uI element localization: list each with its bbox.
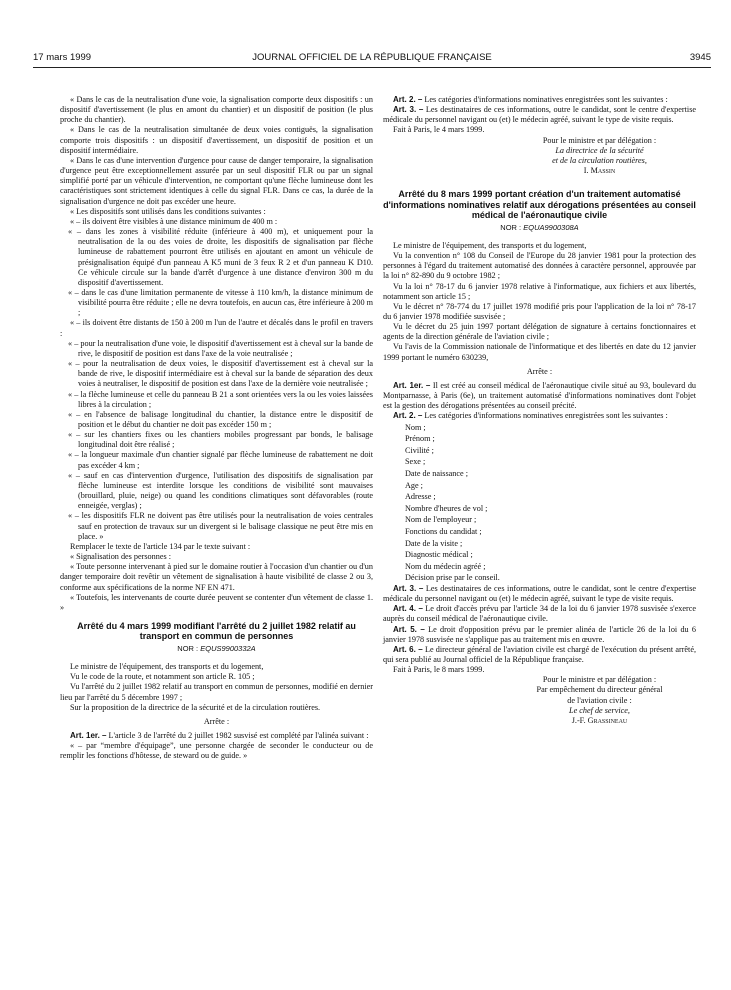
article-label: Art. 2. –	[393, 411, 423, 421]
header-date: 17 mars 1999	[33, 52, 92, 63]
nor-reference	[383, 223, 696, 233]
paragraph: « – dans le cas d'une limitation permanente de vitesse à 110 km/h, la distance minimum de visibilité pourra être réduite ; elle ne devra toutefois, en aucun cas, être inférieure à 200 m ;	[68, 287, 373, 318]
paragraph: Vu la convention n° 108 du Conseil de l'Europe du 28 janvier 1981 pour la protection des personnes à l'égard du traitement automatisé des données à caractère personnel, approuvée par la loi n° 82-890 du 9 octobre 1982 ;	[383, 251, 696, 281]
paragraph: Remplacer le texte de l'article 134 par le texte suivant :	[70, 541, 251, 551]
paragraph: Vu l'avis de la Commission nationale de l'informatique et des libertés en date du 12 janvier 1999 portant le numéro 630239,	[383, 342, 696, 362]
paragraph: « Dans le cas d'une intervention d'urgence pour cause de danger temporaire, la signalisation d'urgence peut être exceptionnellement assurée par un seul dispositif FLR ou par un signal simplifié porté par un véhicule d'intervention, ne comportant qu'une flèche lumineuse dont les caractéristiques sont strictement identiques à celle du signal FLR. Dans ce cas, la durée de la signalisation d'urgence ne doit pas excéder une heure.	[60, 155, 373, 206]
article-text: Le droit d'opposition prévu par le premier alinéa de l'article 26 de la loi du 6 janvier 1978 susvisée ne s'applique pas au traitement mis en œuvre.	[383, 624, 697, 644]
list-item: Prénom ;	[405, 434, 435, 444]
paragraph: Sur la proposition de la directrice de la sécurité et de la circulation routières.	[70, 702, 321, 712]
article-text: Le directeur général de l'aviation civile est chargé de l'exécution du présent arrêté, qui sera publié au Journal officiel de la République française.	[383, 644, 697, 664]
article-text: Le droit d'accès prévu par l'article 34 de la loi du 6 janvier 1978 susvisée s'exerce auprès du conseil médical de l'aéronautique civile.	[383, 604, 696, 624]
nor-label: NOR :	[500, 222, 522, 232]
paragraph: « – pour la neutralisation de deux voies, le dispositif d'avertissement est à cheval sur la bande de rive, le dispositif intermédiaire est à cheval sur la bande de séparation des deux voies à neutraliser, le dispositif de position est dans l'axe de la dernière voie neutralisée ;	[68, 359, 373, 389]
paragraph: « – les dispositifs FLR ne doivent pas être utilisés pour la neutralisation de voies centrales sauf en protection de travaux sur un divergent si le balisage classique ne peut être mis en place. »	[68, 511, 373, 541]
nor-reference	[60, 644, 373, 654]
paragraph: « – ils doivent être distants de 150 à 200 m l'un de l'autre et décalés dans le profil en travers :	[60, 318, 373, 338]
nor-code: EQUS9900332A	[200, 643, 256, 653]
article	[383, 105, 696, 125]
header-title: JOURNAL OFFICIEL DE LA RÉPUBLIQUE FRANÇAISE	[252, 52, 492, 63]
article-text: Les catégories d'informations nominatives enregistrées sont les suivantes :	[424, 95, 668, 104]
paragraph: « – pour la neutralisation d'une voie, le dispositif d'avertissement est à cheval sur la bande de rive, le dispositif de position est dans l'axe de la voie neutralisée ;	[68, 338, 373, 358]
list-item: Civilité ;	[405, 445, 434, 455]
arrete-heading: Arrête :	[526, 366, 553, 376]
article	[383, 604, 696, 624]
paragraph: « – par “membre d'équipage”, une personne chargée de seconder le conducteur ou de remplir les fonctions d'hôtesse, de steward ou de guide. »	[60, 741, 373, 761]
paragraph: « Toutefois, les intervenants de courte durée peuvent se contenter d'un vêtement de classe 1. »	[60, 592, 373, 612]
list-item: Nom de l'employeur ;	[405, 515, 477, 525]
right-column	[383, 95, 696, 726]
list-item: Fonctions du candidat ;	[405, 526, 482, 536]
article-label: Art. 2. –	[393, 95, 423, 104]
list-item: Age ;	[405, 480, 423, 490]
list-item: Décision prise par le conseil.	[405, 573, 500, 583]
list-item: Nombre d'heures de vol ;	[405, 503, 488, 513]
paragraph: « – la flèche lumineuse et celle du panneau B 21 a sont orientées vers la ou les voies laissées libres à la circulation ;	[68, 389, 373, 409]
list-item: Adresse ;	[405, 492, 436, 502]
header-page-number: 3945	[689, 52, 711, 63]
paragraph: « Les dispositifs sont utilisés dans les conditions suivantes :	[70, 206, 266, 216]
signature-line: Le chef de service,	[569, 705, 630, 715]
article	[383, 584, 696, 604]
list-item: Diagnostic médical ;	[405, 550, 473, 560]
article-label: Art. 6. –	[393, 644, 423, 654]
paragraph: « – en l'absence de balisage longitudinal du chantier, la distance entre le dispositif de position et le début du chantier ne doit pas excéder 150 m ;	[68, 409, 373, 429]
list-item: Nom du médecin agréé ;	[405, 561, 486, 571]
article-label: Art. 1er. –	[393, 380, 431, 390]
paragraph: Vu le décret n° 78-774 du 17 juillet 1978 modifié pris pour l'application de la loi n° 78-17 du 6 janvier 1978 modifiée susvisée ;	[383, 301, 696, 321]
paragraph: « – ils doivent être visibles à une distance minimum de 400 m :	[70, 216, 278, 226]
place-date: Fait à Paris, le 4 mars 1999.	[393, 125, 485, 135]
article	[383, 381, 696, 411]
signature-block	[383, 675, 696, 726]
list-item: Nom ;	[405, 422, 426, 432]
signature-line: La directrice de la sécurité	[555, 145, 644, 155]
information-categories-list	[383, 422, 696, 584]
signature-line: Pour le ministre et par délégation :	[542, 135, 657, 145]
place-date: Fait à Paris, le 8 mars 1999.	[393, 665, 485, 675]
paragraph: Vu le code de la route, et notamment son article R. 105 ;	[70, 672, 255, 682]
article-label: Art. 1er. –	[70, 731, 107, 741]
article-text: Les catégories d'informations nominatives enregistrées sont les suivantes :	[424, 411, 668, 421]
signature-line: et de la circulation routières,	[552, 155, 647, 165]
article-text: Les destinataires de ces informations, outre le candidat, sont le centre d'expertise médicale du personnel navigant ou (et) le médecin agréé, suivant le type de visite requis.	[383, 583, 697, 604]
paragraph: Le ministre de l'équipement, des transports et du logement,	[70, 662, 264, 672]
signatory-name: I. Massin	[583, 166, 616, 176]
article	[383, 95, 696, 105]
paragraph: « – dans les zones à visibilité réduite (inférieure à 400 m), et uniquement pour la neutralisation de la ou des voies de droite, les dispositifs de signalisation par flèche lumineuse de rabattement pourront être utilisés en ajoutant en amont un véhicule de présignalisation équipé d'un panneau A K5 muni de 3 feux R 2 et d'un panneau K D10. Ce véhicule circule sur la bande d'arrêt d'urgence à une distance d'environ 300 m du dispositif d'avertissement.	[68, 227, 373, 287]
arrete-heading: Arrête :	[203, 716, 230, 726]
list-item: Date de la visite ;	[405, 538, 463, 548]
article	[60, 731, 373, 741]
article-label: Art. 3. –	[393, 105, 424, 115]
decree-title: Arrêté du 4 mars 1999 modifiant l'arrêté du 2 juillet 1982 relatif au transport en commun de personnes	[77, 620, 356, 642]
left-column	[60, 95, 373, 762]
paragraph: « Dans le cas de la neutralisation simultanée de deux voies contiguës, la signalisation comporte trois dispositifs : un dispositif d'avertissement, un dispositif de position et un dispositif intermédiaire.	[60, 125, 373, 155]
article	[383, 625, 696, 645]
page-header	[33, 52, 711, 68]
paragraph: Vu le décret du 25 juin 1997 portant délégation de signature à certains fonctionnaires et agents de la direction générale de l'aviation civile ;	[383, 322, 696, 342]
nor-label: NOR :	[177, 643, 199, 653]
signature-block	[383, 136, 696, 177]
list-item: Sexe ;	[405, 457, 426, 467]
article-label: Art. 5. –	[393, 624, 425, 634]
paragraph: « Signalisation des personnes :	[70, 552, 171, 562]
article	[383, 645, 696, 665]
article-label: Art. 3. –	[393, 583, 424, 593]
paragraph: « – sur les chantiers fixes ou les chantiers mobiles progressant par bonds, le balisage longitudinal doit être réalisé ;	[68, 430, 373, 450]
paragraph: « – sauf en cas d'intervention d'urgence, l'utilisation des dispositifs de signalisation par flèche lumineuse est interdite lorsque les conditions de visibilité sont mauvaises (brouillard, pluie, neige) ou quand les conditions climatiques sont défavorables (route enneigée, verglas) ;	[68, 470, 373, 511]
signature-line: Pour le ministre et par délégation :	[542, 675, 657, 685]
paragraph: Vu l'arrêté du 2 juillet 1982 relatif au transport en commun de personnes, modifié en dernier lieu par l'arrêté du 5 décembre 1997 ;	[60, 682, 373, 702]
signatory-name: J.-F. Grassineau	[571, 715, 628, 725]
paragraph: Le ministre de l'équipement, des transports et du logement,	[393, 240, 587, 250]
article	[383, 411, 696, 421]
article-text: Les destinataires de ces informations, outre le candidat, sont le centre d'expertise médicale du personnel navigant ou (et) le médecin agréé, suivant le type de visite requis.	[383, 105, 697, 125]
list-item: Date de naissance ;	[405, 468, 468, 478]
nor-code: EQUA9900308A	[523, 222, 579, 232]
article-label: Art. 4. –	[393, 604, 423, 614]
paragraph: « – la longueur maximale d'un chantier signalé par flèche lumineuse de rabattement ne doit pas excéder 4 km ;	[68, 450, 373, 470]
article-text: L'article 3 de l'arrêté du 2 juillet 1982 susvisé est complété par l'alinéa suivant :	[108, 731, 369, 741]
paragraph: « Toute personne intervenant à pied sur le domaine routier à l'occasion d'un chantier ou d'un danger temporaire doit revêtir un vêtement de signalisation à haute visibilité de classe 2 ou 3, conforme aux spécifications de la norme NF EN 471.	[60, 562, 373, 592]
header-rule	[33, 67, 711, 68]
article-text: Il est créé au conseil médical de l'aéronautique civile situé au 93, boulevard du Montparnasse, à Paris (6e), un traitement automatisé d'informations nominatives dont l'objet est la gestion des dérogations présentées au conseil précité.	[383, 380, 697, 411]
signature-line: de l'aviation civile :	[567, 695, 632, 705]
paragraph: Vu la loi n° 78-17 du 6 janvier 1978 relative à l'informatique, aux fichiers et aux libertés, notamment son article 15 ;	[383, 281, 696, 301]
decree-title: Arrêté du 8 mars 1999 portant création d'un traitement automatisé d'informations nominatives relatif aux dérogations présentées au conseil médical de l'aéronautique civile	[383, 189, 696, 221]
paragraph: « Dans le cas de la neutralisation d'une voie, la signalisation comporte deux dispositifs : un dispositif d'avertissement (le plus en amont du chantier) et un dispositif de position (le plus proche du chantier).	[60, 95, 373, 125]
signature-line: Par empêchement du directeur général	[536, 685, 663, 695]
